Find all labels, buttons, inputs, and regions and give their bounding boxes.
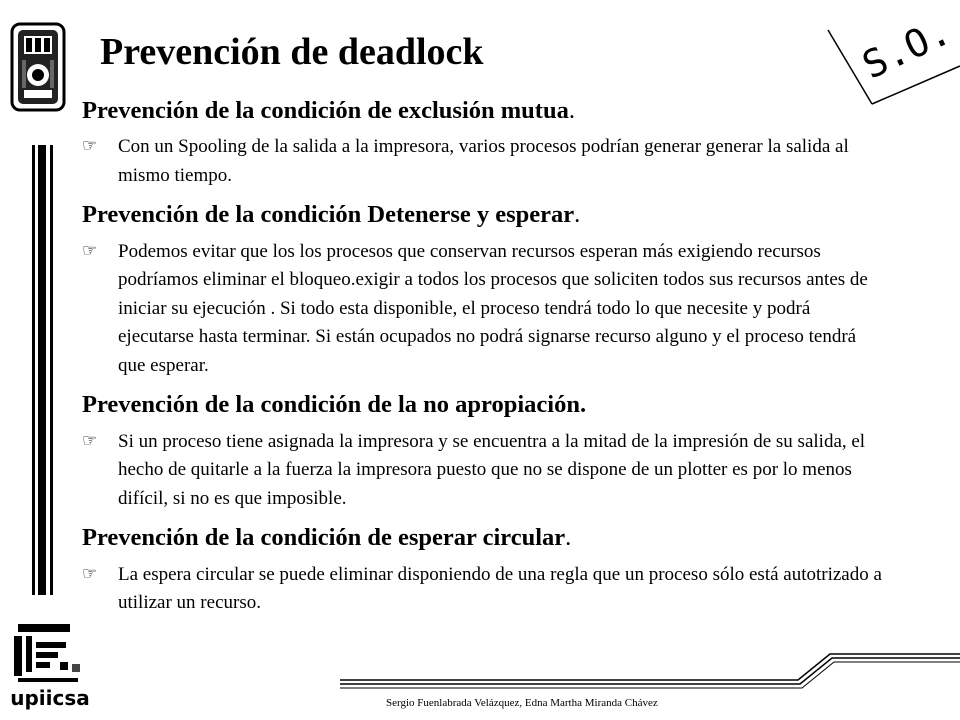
section-heading-exclusion: Prevención de la condición de exclusión mutua. (82, 97, 575, 124)
bullet-text: Si un proceso tiene asignada la impresora y se encuentra a la mitad de la impresión de su salida, el hecho de quitarle a la fuerza la impresora puesto que no se dispone de un plotter es por lo menos difícil, si no es que imposible. (118, 430, 866, 509)
left-bar-thin-2 (50, 145, 53, 595)
svg-text:upiicsa: upiicsa (10, 686, 90, 710)
pointing-hand-icon: ☞ (82, 430, 98, 450)
section-heading-circular-wait: Prevención de la condición de esperar circular. (82, 524, 572, 552)
bullet-hold-wait (82, 238, 882, 381)
upiicsa-logo-icon (4, 620, 96, 710)
slide-title: Prevención de deadlock (100, 31, 484, 73)
pointing-hand-icon: ☞ (82, 136, 98, 156)
section-heading-hold-wait: Prevención de la condición Detenerse y esperar. (82, 201, 581, 229)
ipn-logo-icon (8, 20, 68, 115)
bullet-text: Con un Spooling de la salida a la impresora, varios procesos podrían generar generar la salida al mismo tiempo. (118, 136, 849, 186)
bullet-text: Podemos evitar que los los procesos que conservan recursos esperan más exigiendo recursos podríamos eliminar el bloqueo.exigir a todos los procesos que soliciten todos sus recursos antes de iniciar su ejecución . Si todo esta disponible, el proceso tendrá todo lo que necesite y podrá ejecutarse hasta terminar. Si están ocupados no podrá signarse recurso alguno y el proceso tendrá que esperar. (118, 240, 868, 376)
so-logo-icon (826, 0, 960, 105)
slide-content (82, 96, 882, 628)
left-bar-thin-1 (32, 145, 35, 595)
bullet-exclusion (82, 133, 882, 190)
pointing-hand-icon: ☞ (82, 563, 98, 583)
bullet-no-preemption (82, 428, 882, 514)
slide-footer: Sergio Fuenlabrada Velázquez, Edna Martha Miranda Chávez (386, 697, 658, 709)
footer-decoration (340, 650, 960, 690)
pointing-hand-icon: ☞ (82, 240, 98, 260)
bullet-text: La espera circular se puede eliminar disponiendo de una regla que un proceso sólo está autotrizado a utilizar un recurso. (118, 563, 882, 614)
left-bar-thick (38, 145, 46, 595)
bullet-circular-wait (82, 561, 882, 618)
so-logo-text: S.O. (855, 8, 958, 88)
section-heading-no-preemption: Prevención de la condición de la no apropiación. (82, 391, 587, 419)
